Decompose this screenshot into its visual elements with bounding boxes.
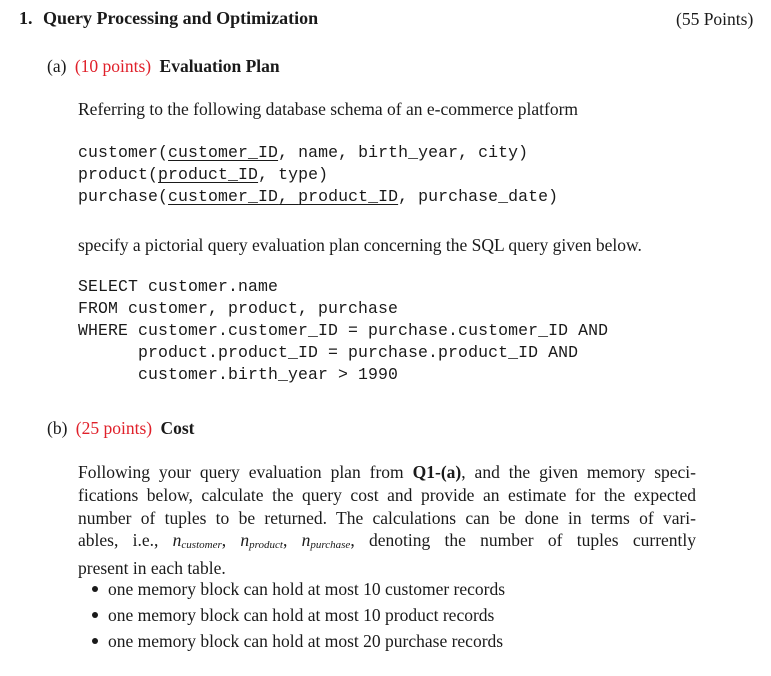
- para-text: denoting the number of tuples currently: [368, 530, 697, 551]
- part-a-points: (10 points): [74, 56, 152, 76]
- question-heading: [19, 8, 318, 29]
- para-line: ables, i.e., $n_{customer}$, $n_{product}$, $n_{purchase}$, denoting the number of tuples currently: [78, 530, 697, 552]
- schema-primary-key: product_ID: [298, 187, 399, 206]
- list-item-text: one memory block can hold at most 20 purchase records: [108, 631, 504, 651]
- sql-line: FROM customer, product, purchase: [78, 299, 399, 318]
- list-item: [92, 605, 494, 626]
- schema-paren: (: [158, 187, 169, 206]
- sql-line: customer.birth_year > 1990: [78, 365, 399, 384]
- part-b-heading: [47, 418, 195, 439]
- schema-primary-key: product_ID: [158, 165, 259, 184]
- schema-purchase: purchase(customer_ID, product_ID, purchase_date): [78, 187, 559, 206]
- question-title: Query Processing and Optimization: [43, 8, 319, 28]
- sql-line: WHERE customer.customer_ID = purchase.customer_ID AND: [78, 321, 609, 340]
- schema-customer: [78, 143, 528, 162]
- schema-paren: (: [148, 165, 159, 184]
- schema-table-name: customer: [78, 143, 159, 162]
- list-item: [92, 631, 503, 652]
- part-b-label: (b): [47, 418, 68, 438]
- para-line: [78, 461, 696, 484]
- schema-attributes: , name, birth_year, city): [278, 143, 529, 162]
- part-b-title: Cost: [160, 418, 195, 438]
- para-text: , and the given memory speci-: [461, 462, 696, 482]
- variable-n-product: $n_{product}$: [240, 530, 283, 552]
- list-item: [92, 579, 505, 600]
- part-a-heading: [47, 56, 280, 77]
- bullet-icon: [92, 612, 98, 618]
- schema-paren: (: [158, 143, 169, 162]
- schema-primary-key: customer_ID: [168, 143, 279, 162]
- schema-attributes: , type): [258, 165, 329, 184]
- variable-n-customer: $n_{customer}$: [172, 530, 222, 552]
- para-line: present in each table.: [78, 558, 226, 579]
- para-text: Following your query evaluation plan from: [78, 462, 413, 482]
- bullet-icon: [92, 638, 98, 644]
- schema-table-name: product: [78, 165, 149, 184]
- part-a-intro: Referring to the following database schema of an e-commerce platform: [78, 99, 579, 119]
- part-a-title: Evaluation Plan: [159, 56, 280, 76]
- question-reference: Q1-(a): [412, 462, 462, 482]
- part-a-label: (a): [47, 56, 67, 76]
- list-item-text: one memory block can hold at most 10 product records: [108, 605, 495, 625]
- sql-line: product.product_ID = purchase.product_ID AND: [78, 343, 579, 362]
- list-item-text: one memory block can hold at most 10 customer records: [108, 579, 506, 599]
- schema-attributes: , purchase_date): [398, 187, 559, 206]
- bullet-icon: [92, 586, 98, 592]
- part-a-instruction: specify a pictorial query evaluation plan concerning the SQL query given below.: [78, 235, 642, 255]
- para-line: fications below, calculate the query cost and provide an estimate for the expected: [78, 484, 696, 505]
- part-b-points: (25 points): [75, 418, 153, 438]
- para-line: number of tuples to be returned. The calculations can be done in terms of vari-: [78, 507, 696, 528]
- question-number: 1.: [19, 8, 33, 28]
- part-b-paragraph: [78, 461, 696, 580]
- para-text: ables, i.e.,: [78, 530, 173, 551]
- variable-n-purchase: $n_{purchase}$: [301, 530, 351, 552]
- schema-product: [78, 165, 328, 184]
- sql-line: SELECT customer.name: [78, 277, 279, 296]
- schema-primary-key: customer_ID: [168, 187, 279, 206]
- question-points: (55 Points): [676, 9, 754, 29]
- schema-table-name: purchase: [78, 187, 159, 206]
